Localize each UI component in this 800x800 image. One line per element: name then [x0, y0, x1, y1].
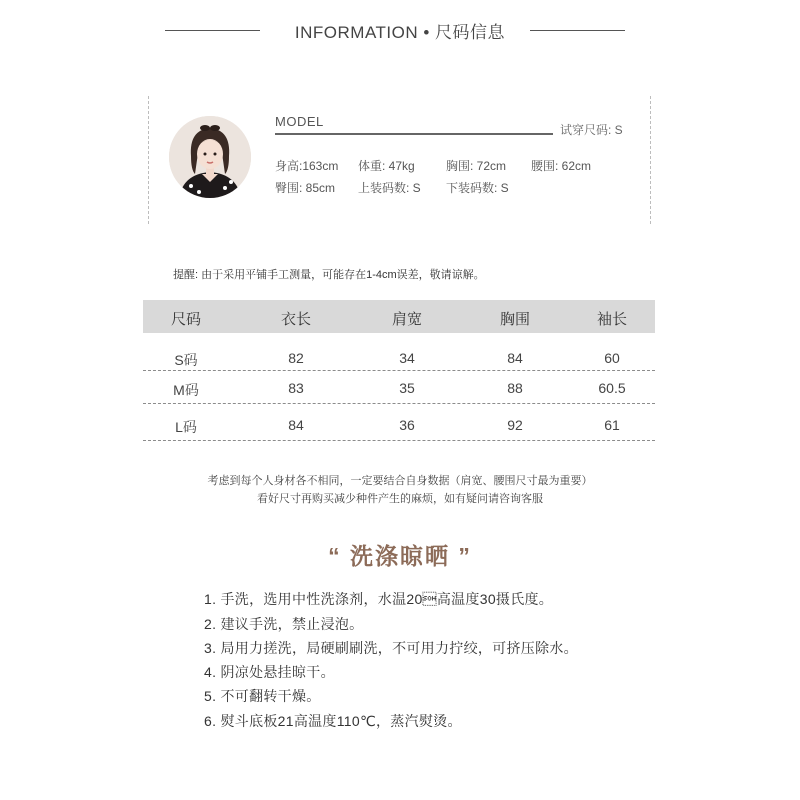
page-title: INFORMATION • 尺码信息: [294, 23, 506, 42]
model-avatar: [169, 116, 251, 198]
stat-bottom-size: 下装码数: S: [446, 181, 509, 195]
table-cell: 82: [288, 350, 304, 366]
table-cell: 84: [288, 417, 304, 433]
trial-size: 试穿尺码: S: [560, 123, 623, 137]
header-length: 衣长: [280, 311, 311, 328]
header-size: 尺码: [170, 311, 201, 328]
table-cell: L码: [175, 419, 197, 435]
header-sleeve: 袖长: [596, 311, 627, 328]
table-cell: 60.5: [598, 380, 626, 396]
table-cell: 88: [507, 380, 523, 396]
stat-height: 身高:163cm: [275, 159, 339, 173]
table-cell: 60: [604, 350, 620, 366]
stat-waist: 腰围: 62cm: [531, 159, 592, 173]
table-cell: 84: [507, 350, 523, 366]
table-cell: 83: [288, 380, 304, 396]
table-cell: 61: [604, 417, 620, 433]
card-left-border: [148, 96, 149, 224]
table-cell: S码: [174, 352, 198, 368]
measurement-notice: 提醒: 由于采用平铺手工测量，可能存在1-4cm误差，敬请谅解。: [173, 269, 485, 281]
header-right-rule: [530, 30, 625, 31]
care-title: “ 洗涤晾晒 ”: [328, 543, 472, 569]
model-portrait-illustration: [169, 116, 251, 198]
care-item: 1. 手洗，选用中性洗涤剂，水温20高温度30摄氏度。: [204, 591, 554, 607]
row-divider: [143, 440, 655, 441]
table-cell: 35: [399, 380, 415, 396]
table-cell: 92: [507, 417, 523, 433]
care-item: 2. 建议手洗，禁止浸泡。: [204, 616, 364, 632]
stat-chest: 胸围: 72cm: [446, 159, 507, 173]
size-note-line-1: 考虑到每个人身材各不相同，一定要结合自身数据（肩宽、腰围尺寸最为重要）: [207, 475, 593, 487]
table-cell: 36: [399, 417, 415, 433]
model-underline: [275, 133, 553, 135]
stat-weight: 体重: 47kg: [358, 159, 415, 173]
model-label: MODEL: [275, 114, 324, 129]
size-note-line-2: 看好尺寸再购买减少种件产生的麻烦，如有疑问请咨询客服: [257, 493, 543, 505]
care-item: 6. 熨斗底板21高温度110℃，蒸汽熨烫。: [204, 713, 462, 729]
stat-top-size: 上装码数: S: [358, 181, 421, 195]
row-divider: [143, 403, 655, 404]
header-chest: 胸围: [499, 311, 530, 328]
care-item: 3. 局用力搓洗，局硬刷刷洗，不可用力拧绞，可挤压除水。: [204, 640, 578, 656]
care-item: 4. 阴凉处悬挂晾干。: [204, 664, 335, 680]
header-shoulder: 肩宽: [391, 311, 422, 328]
card-right-border: [650, 96, 651, 224]
stat-hip: 臀围: 85cm: [275, 181, 336, 195]
row-divider: [143, 370, 655, 371]
care-item: 5. 不可翻转干燥。: [204, 688, 321, 704]
table-cell: 34: [399, 350, 415, 366]
table-cell: M码: [173, 382, 199, 398]
